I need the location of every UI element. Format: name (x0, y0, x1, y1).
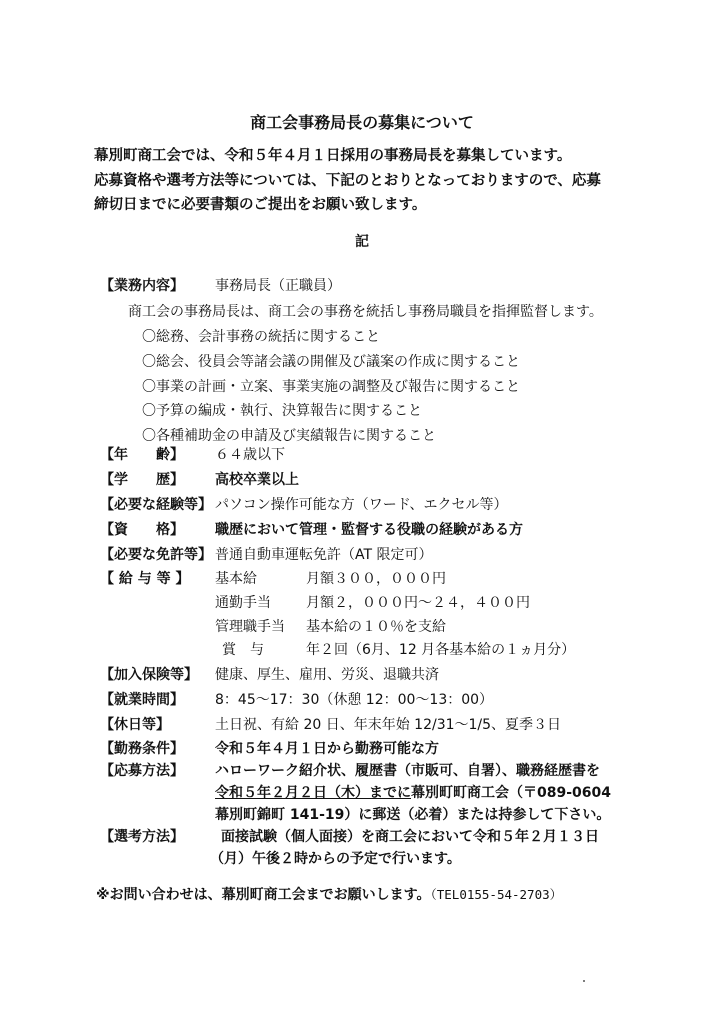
salary-item-name: 基本給 (215, 571, 257, 587)
selection-label: 【選考方法】 (100, 829, 184, 845)
salary-item-name: 管理職手当 (215, 619, 285, 635)
intro-line-2: 応募資格や選考方法等については、下記のとおりとなっておりますので、応募 (94, 173, 601, 189)
application-line-2 (215, 783, 611, 803)
salary-item-value: 年２回（6月、12 月各基本給の１ヵ月分） (306, 642, 576, 658)
application-line-3: 幕別町錦町 141-19）に郵送（必着）または持参して下さい。 (215, 807, 611, 823)
application-label: 【応募方法】 (100, 763, 184, 779)
holidays-label: 【休日等】 (100, 717, 170, 733)
contact-tel: （TEL0155-54-2703） (430, 887, 563, 902)
license-label: 【必要な免許等】 (100, 547, 212, 563)
salary-item-value: 月額２，０００円～２４，４００円 (306, 595, 530, 611)
contact-note (96, 885, 562, 905)
job-value: 事務局長（正職員） (215, 278, 341, 294)
education-label: 【学 歴】 (100, 472, 184, 488)
duty-item: 〇事業の計画・立案、事業実施の調整及び報告に関すること (142, 379, 520, 395)
conditions-value: 令和５年４月１日から勤務可能な方 (215, 741, 439, 757)
duty-item: 〇各種補助金の申請及び実績報告に関すること (142, 428, 436, 444)
salary-item-name: 賞 与 (222, 642, 264, 658)
salary-label: 【 給 与 等 】 (100, 571, 190, 587)
insurance-label: 【加入保険等】 (100, 667, 198, 683)
job-description: 商工会の事務局長は、商工会の事務を統括し事務局職員を指揮監督します。 (128, 304, 603, 320)
job-label: 【業務内容】 (100, 278, 184, 294)
qualification-value: 職歴において管理・監督する役職の経験がある方 (215, 522, 523, 538)
selection-line-1: 面接試験（個人面接）を商工会において令和５年２月１３日 (221, 829, 599, 845)
duty-item: 〇総会、役員会等諸会議の開催及び議案の作成に関すること (142, 354, 520, 370)
application-address-start: 幕別町町商工会（〒089-0604 (411, 785, 611, 801)
hours-label: 【就業時間】 (100, 692, 184, 708)
experience-label: 【必要な経験等】 (100, 497, 212, 513)
age-label: 【年 齢】 (100, 447, 184, 463)
duty-item: 〇総務、会計事務の統括に関すること (142, 329, 380, 345)
license-value: 普通自動車運転免許（AT 限定可） (215, 547, 433, 563)
salary-item-name: 通勤手当 (215, 595, 271, 611)
conditions-label: 【勤務条件】 (100, 741, 184, 757)
application-line-1: ハローワーク紹介状、履歴書（市販可、自署）、職務経歴書を (215, 763, 600, 779)
holidays-value: 土日祝、有給 20 日、年末年始 12/31～1/5、夏季３日 (215, 717, 562, 733)
insurance-value: 健康、厚生、雇用、労災、退職共済 (215, 667, 439, 683)
hours-value: 8：45～17：30（休憩 12：00～13：00） (215, 692, 494, 708)
age-value: ６４歳以下 (215, 447, 285, 463)
contact-text: ※お問い合わせは、幕別町商工会までお願いします。 (96, 887, 431, 903)
selection-line-2: （月）午後２時からの予定で行います。 (210, 851, 461, 867)
education-value: 高校卒業以上 (215, 472, 299, 488)
scan-speck (583, 980, 585, 982)
application-deadline: 令和５年２月２日（木）までに (215, 785, 411, 801)
salary-item-value: 月額３００，０００円 (306, 571, 446, 587)
duty-item: 〇予算の編成・執行、決算報告に関すること (142, 403, 422, 419)
salary-item-value: 基本給の１０％を支給 (306, 619, 446, 635)
intro-line-1: 幕別町商工会では、令和５年４月１日採用の事務局長を募集しています。 (94, 148, 572, 164)
intro-line-3: 締切日までに必要書類のご提出をお願い致します。 (94, 197, 427, 213)
qualification-label: 【資 格】 (100, 522, 184, 538)
ki-heading: 記 (355, 234, 369, 250)
page-title: 商工会事務局長の募集について (250, 113, 474, 132)
experience-value: パソコン操作可能な方（ワード、エクセル等） (215, 497, 508, 513)
